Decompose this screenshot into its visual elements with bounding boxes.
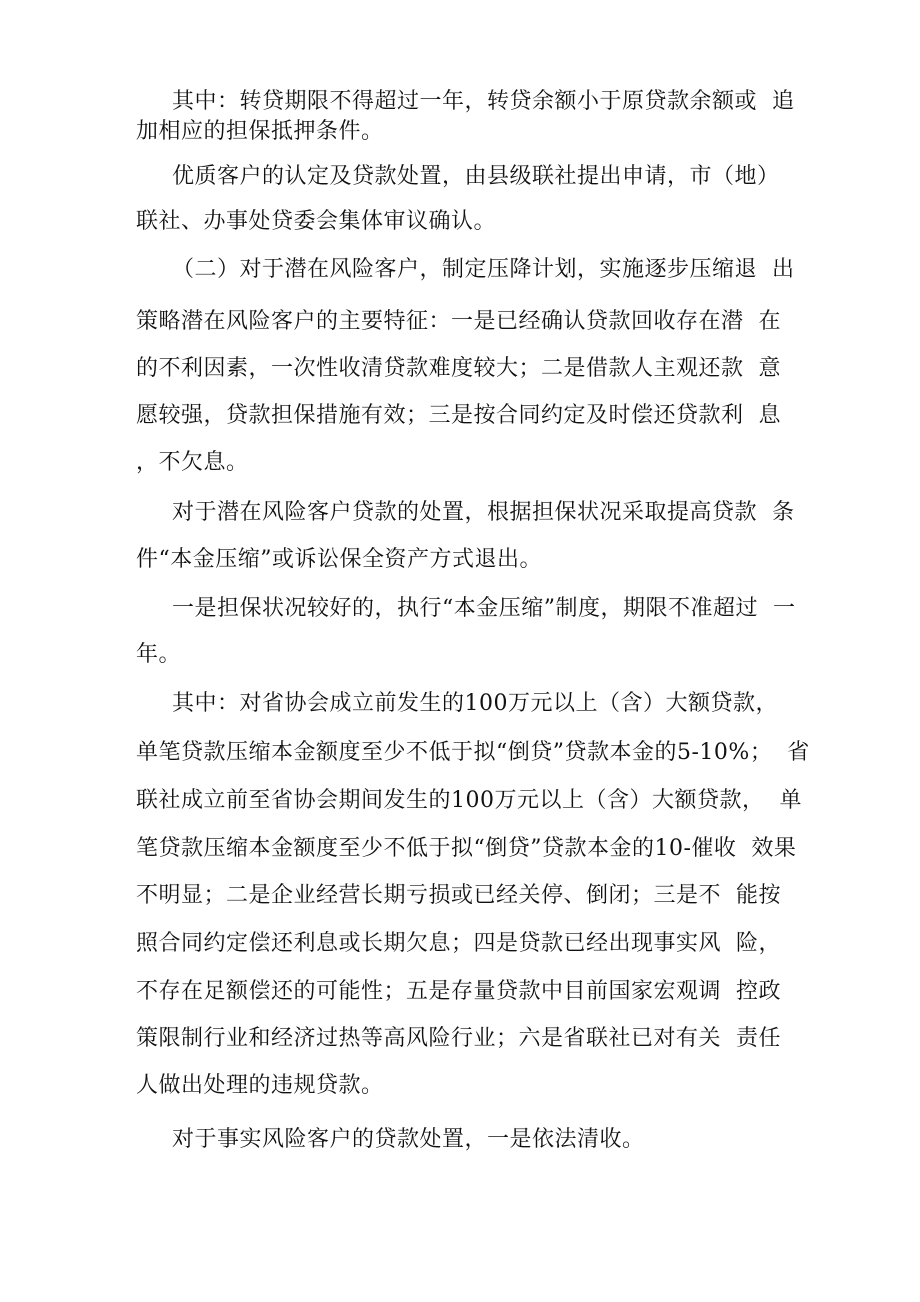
text-line: 策略潜在风险客户的主要特征：一是已经确认贷款回收存在潜 在 [136, 309, 781, 334]
text-line: 加相应的担保抵押条件。 [136, 119, 384, 144]
text-line: 一是担保状况较好的，执行“本金压缩”制度，期限不准超过 一 [172, 596, 796, 621]
text-line: 其中：转贷期限不得超过一年，转贷余额小于原贷款余额或 追 [172, 89, 795, 114]
text-line: （二）对于潜在风险客户，制定压降计划，实施逐步压缩退 出 [172, 257, 795, 282]
text-line: 对于潜在风险客户贷款的处置，根据担保状况采取提高贷款 条 [172, 500, 795, 525]
text-line: 人做出处理的违规贷款。 [136, 1073, 384, 1098]
text-line: 件“本金压缩”或诉讼保全资产方式退出。 [136, 547, 542, 572]
text-line: ，不欠息。 [136, 450, 249, 475]
text-line: 优质客户的认定及贷款处置，由县级联社提出申请，市（地） [172, 164, 780, 189]
text-line: 不明显；二是企业经营长期亏损或已经关停、倒闭；三是不 能按 [136, 883, 781, 908]
text-line: 单笔贷款压缩本金额度至少不低于拟“倒贷”贷款本金的5-10%； 省 [136, 740, 810, 765]
text-line: 联社、办事处贷委会集体审议确认。 [136, 209, 497, 234]
text-line: 联社成立前至省协会期间发生的100万元以上（含）大额贷款， 单 [136, 788, 802, 813]
text-line: 年。 [136, 642, 182, 667]
text-line: 笔贷款压缩本金额度至少不低于拟“倒贷”贷款本金的10-催收 效果 [136, 836, 797, 861]
text-line: 策限制行业和经济过热等高风险行业；六是省联社已对有关 责任 [136, 1026, 781, 1051]
text-line: 的不利因素，一次性收清贷款难度较大；二是借款人主观还款 意 [136, 356, 781, 381]
text-line: 不存在足额偿还的可能性；五是存量贷款中目前国家宏观调 控政 [136, 979, 781, 1004]
text-line: 其中：对省协会成立前发生的100万元以上（含）大额贷款， [172, 691, 778, 716]
text-line: 愿较强，贷款担保措施有效；三是按合同约定及时偿还贷款利 息 [136, 403, 781, 428]
text-line: 照合同约定偿还利息或长期欠息；四是贷款已经出现事实风 险， [136, 931, 781, 956]
text-line: 对于事实风险客户的贷款处置，一是依法清收。 [172, 1127, 645, 1152]
